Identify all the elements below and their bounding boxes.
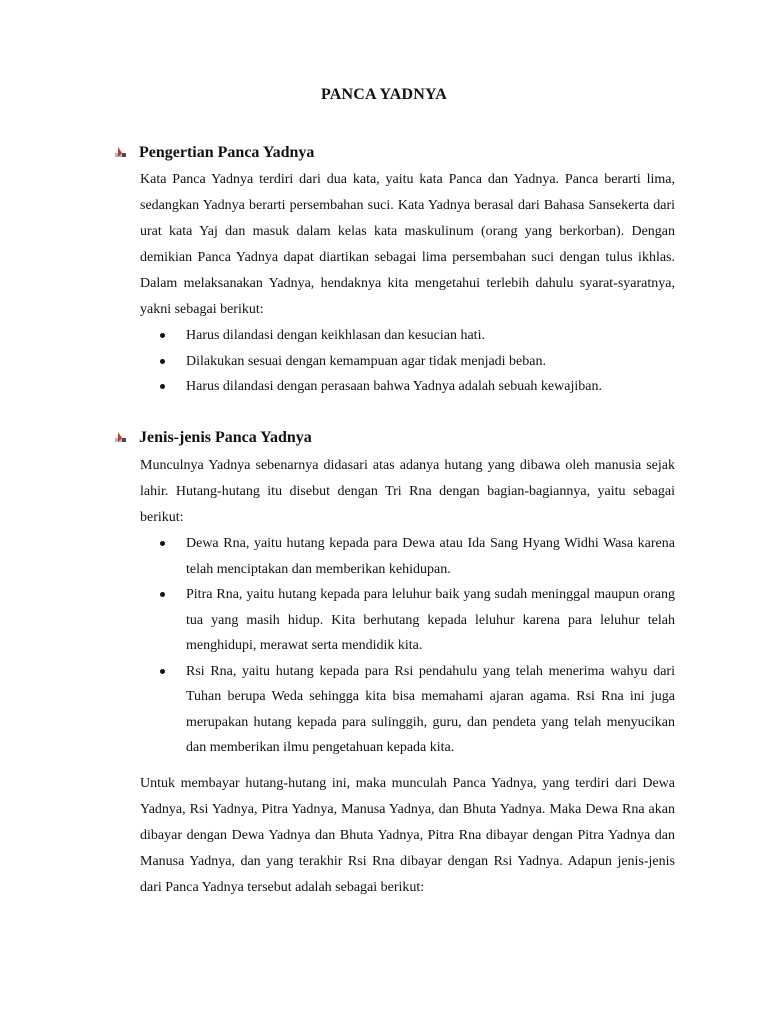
list-item-text: Harus dilandasi dengan keikhlasan dan kesucian hati.: [186, 328, 485, 343]
section-heading: [114, 427, 674, 449]
closing-paragraph: Untuk membayar hutang-hutang ini, maka munculah Panca Yadnya, yang terdiri dari Dewa Yadnya, Rsi Yadnya, Pitra Yadnya, Manusa Yadnya, dan Bhuta Yadnya. Maka Dewa Rna akan dibayar dengan Dewa Yadnya dan Bhuta Yadnya, Pitra Rna dibayar dengan Pitra Yadnya dan Manusa Yadnya, dan yang terakhir Rsi Rna dibayar dengan Rsi Yadnya. Adapun jenis-jenis dari Panca Yadnya tersebut adalah sebagai berikut:: [140, 775, 675, 895]
bullet-dot: [160, 669, 165, 674]
arrow-bullet-icon: [114, 146, 127, 160]
list-item: [186, 659, 675, 761]
bullet-dot: [160, 333, 165, 338]
section-paragraph: Munculnya Yadnya sebenarnya didasari atas adanya hutang yang dibawa oleh manusia sejak lahir. Hutang-hutang itu disebut dengan Tri Rna dengan bagian-bagiannya, yaitu sebagai berikut:: [140, 458, 675, 525]
list-item: [186, 349, 675, 375]
bullet-list: [114, 323, 674, 400]
list-item-text: Dilakukan sesuai dengan kemampuan agar tidak menjadi beban.: [186, 353, 546, 369]
list-item-text: Pitra Rna, yaitu hutang kepada para leluhur baik yang sudah meninggal maupun orang tua yang masih hidup. Kita berhutang kepada leluhur karena para leluhur telah menghidupi, merawat serta mendidik kita.: [186, 587, 675, 653]
list-item: [186, 582, 675, 659]
section-heading: [114, 142, 674, 164]
bullet-dot: [160, 592, 165, 597]
list-item-text: Rsi Rna, yaitu hutang kepada para Rsi pendahulu yang telah menerima wahyu dari Tuhan berupa Weda sehingga kita bisa memahami ajaran agama. Rsi Rna ini juga merupakan hutang kepada para sulinggih, guru, dan pendeta yang telah menyucikan dan memberikan ilmu pengetahuan kepada kita.: [186, 663, 675, 755]
list-item: [186, 374, 675, 400]
bullet-list: [114, 531, 674, 761]
bullet-dot: [160, 541, 165, 546]
bullet-dot: [160, 384, 165, 389]
section-paragraph: Kata Panca Yadnya terdiri dari dua kata, yaitu kata Panca dan Yadnya. Panca berarti lima, sedangkan Yadnya berarti persembahan suci. Kata Yadnya berasal dari Bahasa Sansekerta dari urat kata Yaj dan masuk dalam kelas kata maskulinum (orang yang berkorban). Dengan demikian Panca Yadnya dapat diartikan sebagai lima persembahan suci dengan tulus ikhlas. Dalam melaksanakan Yadnya, hendaknya kita mengetahui terlebih dahulu syarat-syaratnya, yakni sebagai berikut:: [140, 172, 675, 317]
section-heading-text: Jenis-jenis Panca Yadnya: [139, 429, 312, 446]
section-jenis: [114, 427, 674, 901]
bullet-dot: [160, 359, 165, 364]
section-pengertian: [114, 142, 674, 400]
list-item-text: Harus dilandasi dengan perasaan bahwa Yadnya adalah sebuah kewajiban.: [186, 379, 602, 394]
section-heading-text: Pengertian Panca Yadnya: [139, 144, 315, 161]
list-item-text: Dewa Rna, yaitu hutang kepada para Dewa atau Ida Sang Hyang Widhi Wasa karena telah menciptakan dan memberikan kehidupan.: [186, 536, 675, 577]
list-item: [186, 531, 675, 582]
list-item: [186, 323, 675, 349]
arrow-bullet-icon: [114, 431, 127, 445]
document-title: PANCA YADNYA: [320, 86, 448, 103]
